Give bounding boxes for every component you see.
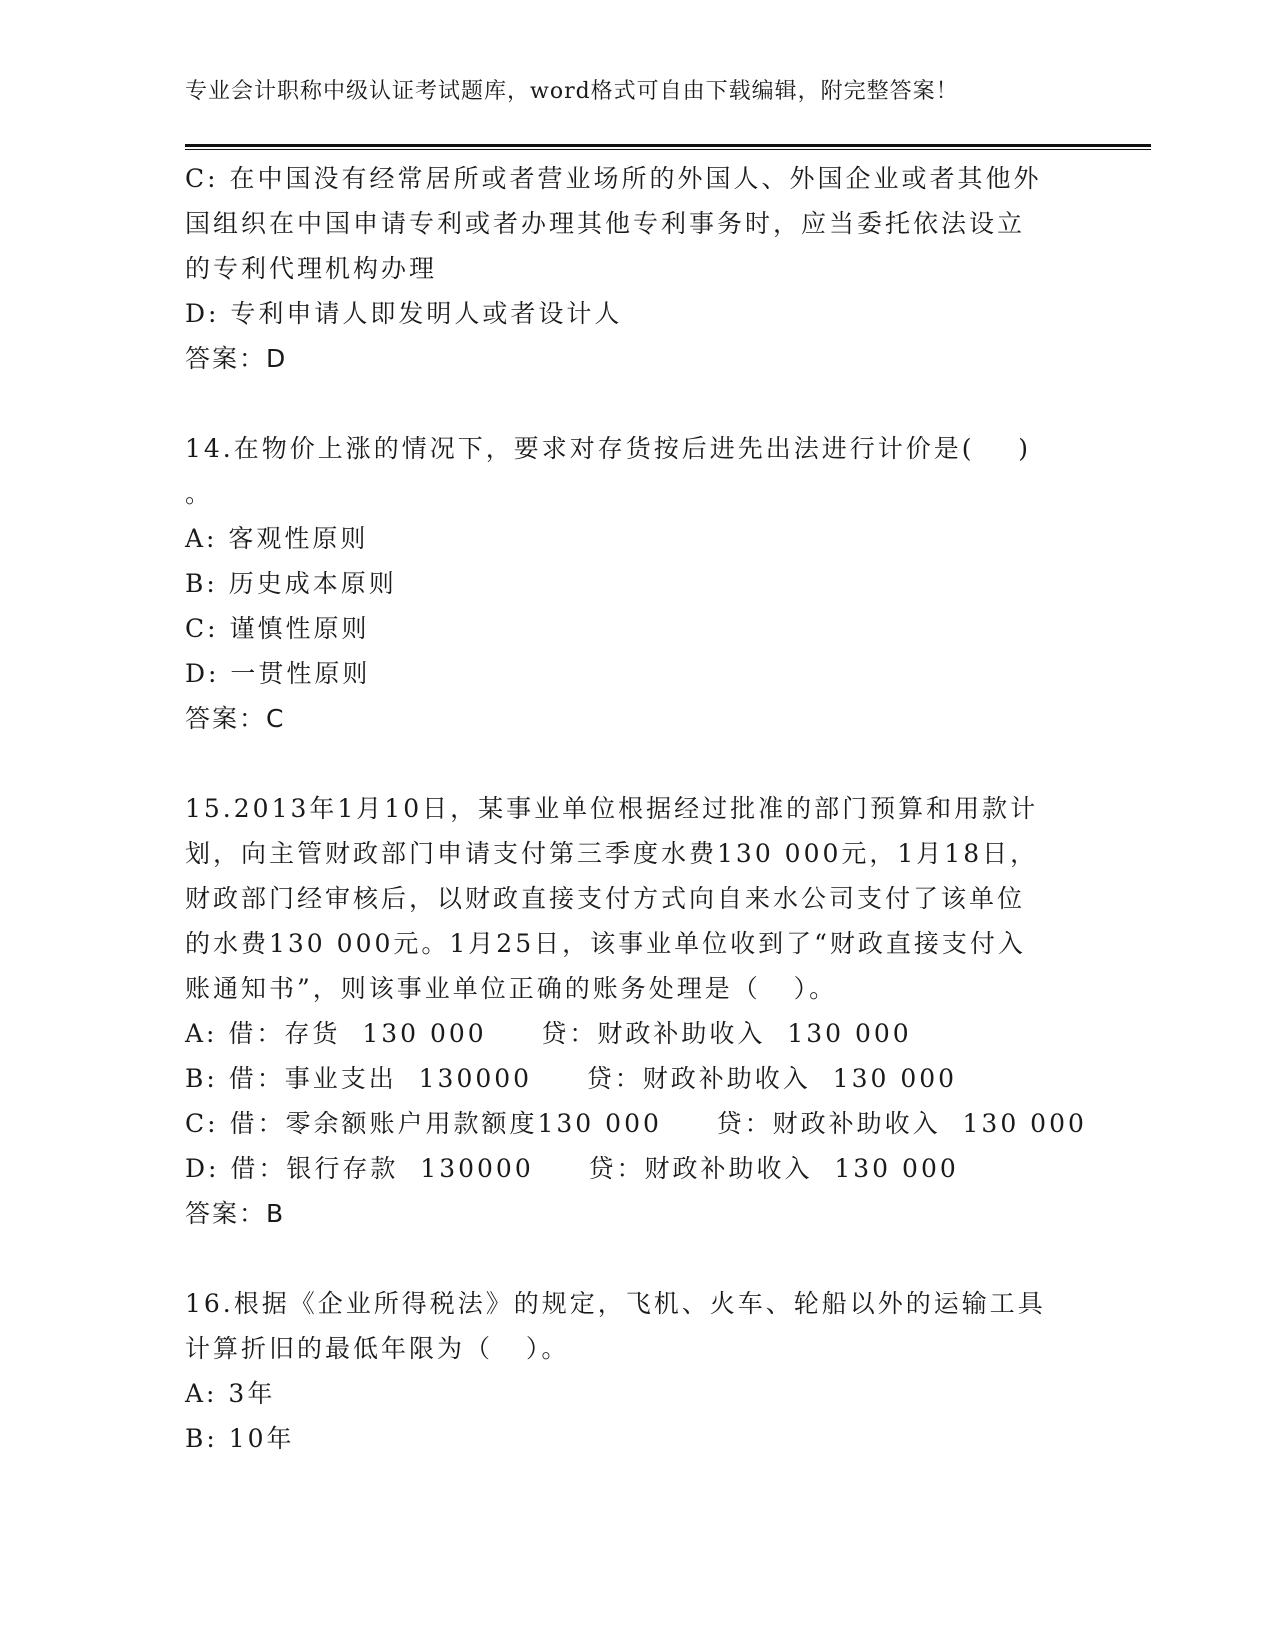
spacer bbox=[185, 741, 1085, 786]
option-c-continued: 的专利代理机构办理 bbox=[185, 254, 438, 283]
question-16 bbox=[185, 1281, 1085, 1461]
answer-label: 答案：B bbox=[185, 1199, 286, 1228]
option-b: B: 历史成本原则 bbox=[185, 569, 397, 598]
question-stem-continued: 计算折旧的最低年限为（ ）。 bbox=[185, 1334, 570, 1363]
question-stem-continued: 的水费130 000元。1月25日，该事业单位收到了“财政直接支付入 bbox=[185, 929, 1026, 958]
question-stem-continued: 账通知书”，则该事业单位正确的账务处理是（ ）。 bbox=[185, 974, 838, 1003]
option-b: B: 借：事业支出 130000 贷：财政补助收入 130 000 bbox=[185, 1064, 958, 1093]
question-stem-continued: 划，向主管财政部门申请支付第三季度水费130 000元，1月18日， bbox=[185, 839, 1039, 868]
option-c-continued: 国组织在中国申请专利或者办理其他专利事务时，应当委托依法设立 bbox=[185, 209, 1026, 238]
question-content bbox=[185, 156, 1085, 1461]
header-title: 专业会计职称中级认证考试题库，word格式可自由下载编辑，附完整答案！ bbox=[185, 79, 959, 104]
question-13-tail bbox=[185, 156, 1085, 381]
question-15 bbox=[185, 786, 1085, 1236]
option-d: D: 借：银行存款 130000 贷：财政补助收入 130 000 bbox=[185, 1154, 959, 1183]
question-stem: 15.2013年1月10日，某事业单位根据经过批准的部门预算和用款计 bbox=[185, 794, 1039, 823]
option-c: C: 在中国没有经常居所或者营业场所的外国人、外国企业或者其他外 bbox=[185, 164, 1042, 193]
option-a: A: 客观性原则 bbox=[185, 524, 369, 553]
option-c: C: 谨慎性原则 bbox=[185, 614, 370, 643]
question-stem-continued: 。 bbox=[185, 479, 214, 508]
option-c: C: 借：零余额账户用款额度130 000 贷：财政补助收入 130 000 bbox=[185, 1109, 1087, 1138]
question-stem: 16.根据《企业所得税法》的规定，飞机、火车、轮船以外的运输工具 bbox=[185, 1289, 1046, 1318]
question-14 bbox=[185, 426, 1085, 741]
option-b: B: 10年 bbox=[185, 1424, 295, 1453]
option-a: A: 借：存货 130 000 贷：财政补助收入 130 000 bbox=[185, 1019, 912, 1048]
question-stem: 14.在物价上涨的情况下，要求对存货按后进先出法进行计价是( ) bbox=[185, 434, 1032, 463]
option-d: D: 一贯性原则 bbox=[185, 659, 371, 688]
question-stem-continued: 财政部门经审核后，以财政直接支付方式向自来水公司支付了该单位 bbox=[185, 884, 1026, 913]
spacer bbox=[185, 1236, 1085, 1281]
answer-label: 答案：D bbox=[185, 344, 288, 373]
answer-label: 答案：C bbox=[185, 704, 286, 733]
option-a: A: 3年 bbox=[185, 1379, 276, 1408]
option-d: D: 专利申请人即发明人或者设计人 bbox=[185, 299, 623, 328]
spacer bbox=[185, 381, 1085, 426]
header-divider bbox=[185, 144, 1151, 150]
